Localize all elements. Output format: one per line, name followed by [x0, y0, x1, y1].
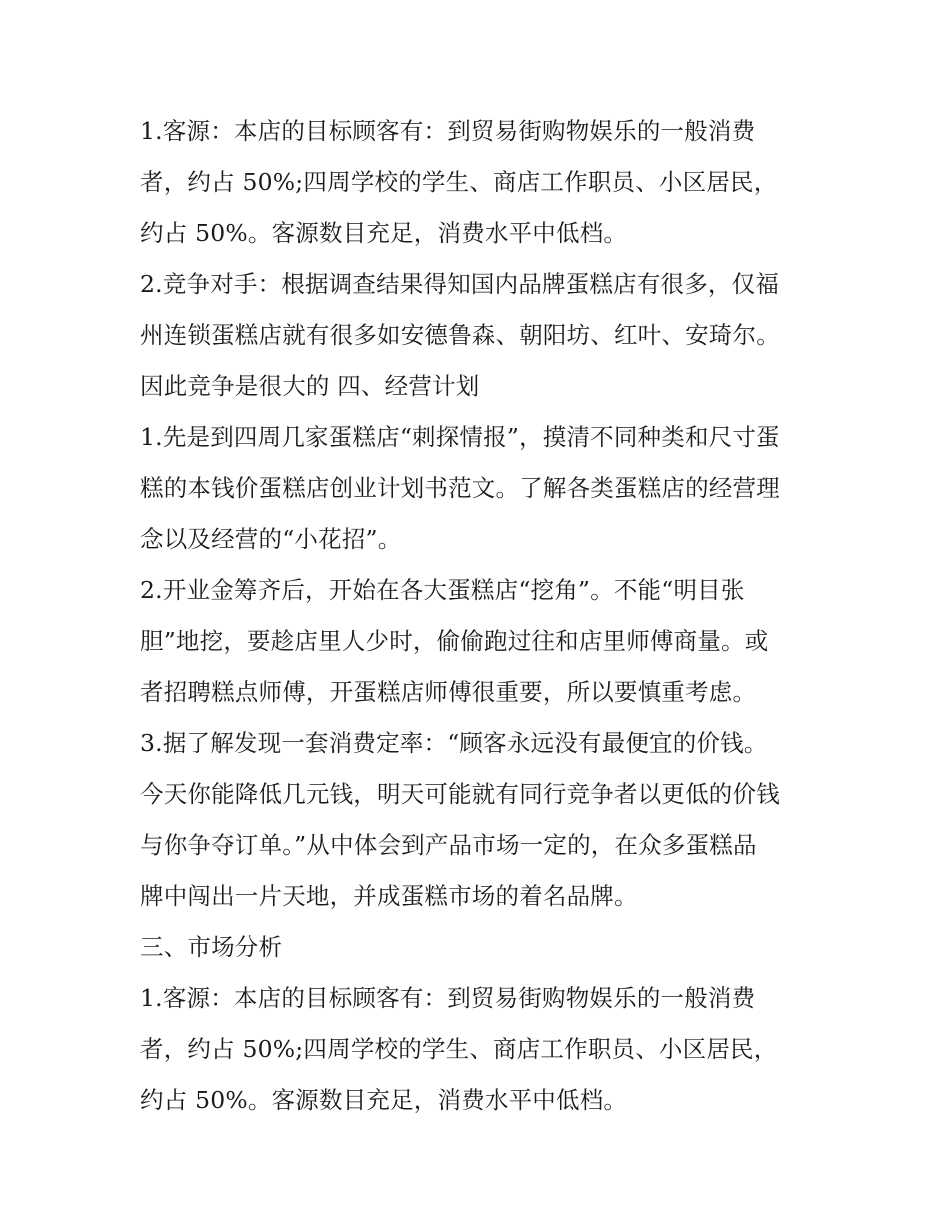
text-line: 者，约占 50%;四周学校的学生、商店工作职员、小区居民， — [140, 1035, 778, 1063]
text-line: 1.客源：本店的目标顾客有：到贸易街购物娱乐的一般消费 — [140, 117, 756, 145]
text-line: 牌中闯出一片天地，并成蛋糕市场的着名品牌。 — [140, 882, 638, 910]
text-line: 2.开业金筹齐后，开始在各大蛋糕店“挖角”。不能“明目张 — [140, 576, 745, 604]
text-line: 1.先是到四周几家蛋糕店“刺探情报”，摸清不同种类和尺寸蛋 — [140, 423, 780, 451]
text-line: 1.客源：本店的目标顾客有：到贸易街购物娱乐的一般消费 — [140, 984, 756, 1012]
text-line: 者招聘糕点师傅，开蛋糕店师傅很重要，所以要慎重考虑。 — [140, 678, 757, 706]
text-line: 2.竞争对手：根据调查结果得知国内品牌蛋糕店有很多，仅福 — [140, 270, 780, 298]
text-line: 与你争夺订单。”从中体会到产品市场一定的，在众多蛋糕品 — [140, 831, 757, 859]
text-line: 因此竞争是很大的 四、经营计划 — [140, 372, 480, 400]
text-line: 3.据了解发现一套消费定率：“顾客永远没有最便宜的价钱。 — [140, 729, 768, 757]
text-line: 者，约占 50%;四周学校的学生、商店工作职员、小区居民， — [140, 168, 778, 196]
text-line: 胆”地挖，要趁店里人少时，偷偷跑过往和店里师傅商量。或 — [140, 627, 769, 655]
text-line: 约占 50%。客源数目充足，消费水平中低档。 — [140, 219, 628, 247]
section-heading: 三、市场分析 — [140, 933, 283, 961]
text-line: 今天你能降低几元钱，明天可能就有同行竞争者以更低的价钱 — [140, 780, 780, 808]
text-line: 糕的本钱价蛋糕店创业计划书范文。了解各类蛋糕店的经营理 — [140, 474, 780, 502]
text-line: 念以及经营的“小花招”。 — [140, 525, 402, 553]
text-line: 约占 50%。客源数目充足，消费水平中低档。 — [140, 1086, 628, 1114]
document-body — [140, 106, 830, 1126]
text-line: 州连锁蛋糕店就有很多如安德鲁森、朝阳坊、红叶、安琦尔。 — [140, 321, 780, 349]
